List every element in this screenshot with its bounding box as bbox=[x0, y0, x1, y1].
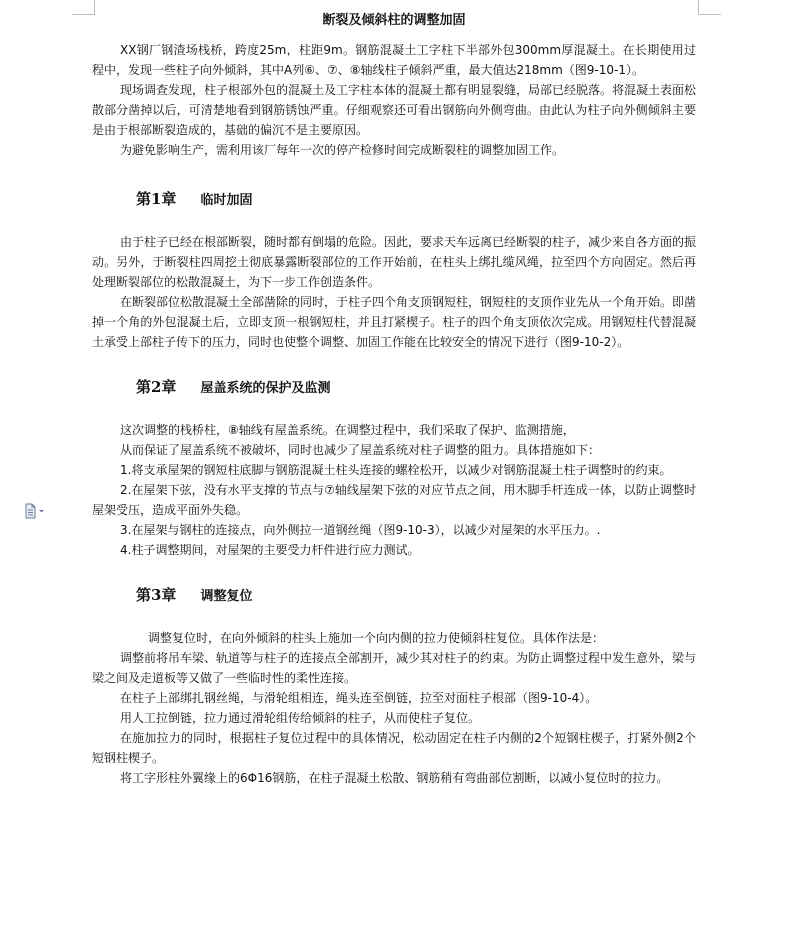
list-item: 2.在屋架下弦，没有水平支撑的节点与⑦轴线屋架下弦的对应节点之间，用木脚手杆连成一体，以防止调整时屋架受压，造成平面外失稳。 bbox=[92, 483, 696, 517]
document-title: 断裂及倾斜柱的调整加固 bbox=[322, 13, 466, 28]
list-item: 4.柱子调整期间，对屋架的主要受力杆件进行应力测试。 bbox=[120, 543, 420, 557]
chapter-number: 第3章 bbox=[136, 586, 177, 604]
chapter-title: 调整复位 bbox=[200, 589, 253, 604]
document-page bbox=[92, 10, 696, 788]
document-icon[interactable] bbox=[24, 503, 46, 519]
intro-paragraph: XX钢厂钢渣场栈桥，跨度25m，柱距9m。钢筋混凝土工字柱下半部外包300mm厚混凝土。在长期使用过程中，发现一些柱子向外倾斜，其中A列⑥、⑦、⑧轴线柱子倾斜严重，最大值达218mm（图9-10-1）。 bbox=[92, 43, 696, 77]
list-item: 3.在屋架与钢柱的连接点，向外侧拉一道钢丝绳（图9-10-3），以减少对屋架的水平压力。. bbox=[120, 523, 601, 537]
intro-paragraph: 为避免影响生产，需利用该厂每年一次的停产检修时间完成断裂柱的调整加固工作。 bbox=[120, 143, 565, 157]
body-paragraph: 调整复位时，在向外倾斜的柱头上施加一个向内侧的拉力使倾斜柱复位。具体作法是： bbox=[148, 631, 605, 645]
chapter-heading bbox=[92, 580, 696, 610]
body-paragraph: 从而保证了屋盖系统不被破坏，同时也减少了屋盖系统对柱子调整的阻力。具体措施如下： bbox=[120, 443, 601, 457]
body-paragraph: 由于柱子已经在根部断裂，随时都有倒塌的危险。因此，要求天车远离已经断裂的柱子，减少来自各方面的振动。另外，于断裂柱四周挖土彻底暴露断裂部位的工作开始前，在柱头上绑扎缆风绳，拉至四个方向固定。然后再处理断裂部位的松散混凝土，为下一步工作创造条件。 bbox=[92, 235, 697, 289]
body-paragraph: 在柱子上部绑扎钢丝绳，与滑轮组相连，绳头连至倒链，拉至对面柱子根部（图9-10-4）。 bbox=[120, 691, 598, 705]
body-paragraph: 将工字形柱外翼缘上的6Φ16钢筋，在柱子混凝土松散、钢筋稍有弯曲部位割断，以减小复位时的拉力。 bbox=[120, 771, 669, 785]
body-paragraph: 调整前将吊车梁、轨道等与柱子的连接点全部割开，减少其对柱子的约束。为防止调整过程中发生意外，梁与梁之间及走道板等又做了一些临时性的柔性连接。 bbox=[92, 651, 697, 685]
body-paragraph: 用人工拉倒链，拉力通过滑轮组传给倾斜的柱子，从而使柱子复位。 bbox=[120, 711, 481, 725]
chevron-down-icon bbox=[39, 510, 44, 513]
intro-paragraph: 现场调查发现，柱子根部外包的混凝土及工字柱本体的混凝土都有明显裂缝，局部已经脱落。将混凝土表面松散部分凿掉以后，可清楚地看到钢筋锈蚀严重。仔细观察还可看出钢筋向外侧弯曲。由此认为柱子向外侧倾斜主要是由于根部断裂造成的，基础的偏沉不是主要原因。 bbox=[92, 83, 697, 137]
chapter-heading bbox=[92, 372, 696, 402]
body-paragraph: 这次调整的栈桥柱，⑧轴线有屋盖系统。在调整过程中，我们采取了保护、监测措施， bbox=[120, 423, 575, 437]
body-paragraph: 在断裂部位松散混凝土全部凿除的同时，于柱子四个角支顶钢短柱，钢短柱的支顶作业先从一个角开始。即凿掉一个角的外包混凝土后，立即支顶一根钢短柱，并且打紧楔子。柱子的四个角支顶依次完成。用钢短柱代替混凝土承受上部柱子传下的压力，同时也使整个调整、加固工作能在比较安全的情况下进行（图9-10-2）。 bbox=[92, 295, 697, 349]
chapter-title: 临时加固 bbox=[200, 193, 253, 208]
chapter-number: 第1章 bbox=[136, 190, 177, 208]
body-paragraph: 在施加拉力的同时，根据柱子复位过程中的具体情况，松动固定在柱子内侧的2个短钢柱楔子，打紧外侧2个短钢柱楔子。 bbox=[92, 731, 696, 765]
chapter-title: 屋盖系统的保护及监测 bbox=[200, 381, 331, 396]
chapter-number: 第2章 bbox=[136, 378, 177, 396]
chapter-heading bbox=[92, 184, 696, 214]
page-corner-mark-right bbox=[698, 0, 721, 15]
list-item: 1.将支承屋架的钢短柱底脚与钢筋混凝土柱头连接的螺栓松开，以减少对钢筋混凝土柱子调整时的约束。 bbox=[120, 463, 672, 477]
